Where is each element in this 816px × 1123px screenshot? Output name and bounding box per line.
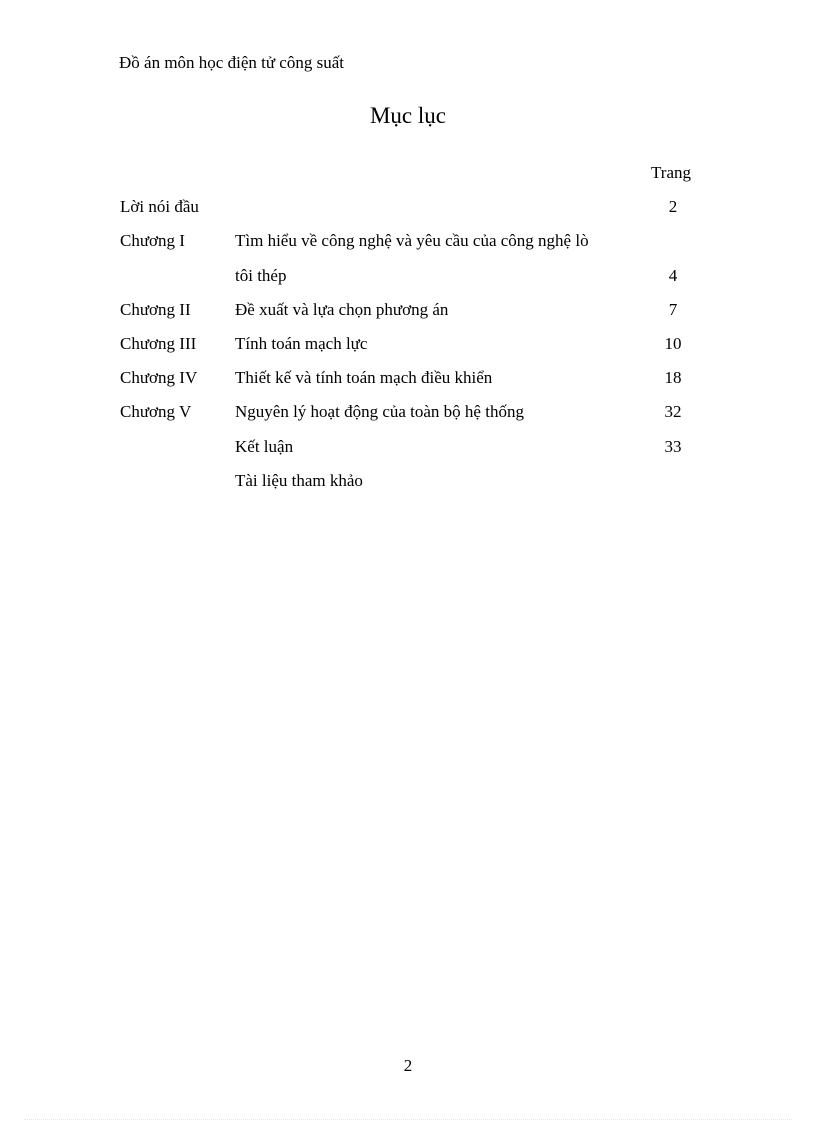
page-title: Mục lục [369,103,446,128]
toc-chapter: Lời nói đầu [120,197,199,216]
page-column-label: Trang [651,163,691,182]
toc-chapter: Chương V [120,402,192,421]
document-header: Đồ án môn học điện tử công suất [119,53,344,72]
toc-page: 33 [664,437,682,456]
toc-page: 32 [664,402,682,421]
toc-title: tôi thép [235,266,287,285]
toc-title: Tính toán mạch lực [235,334,368,353]
toc-page: 2 [668,197,678,216]
toc-chapter: Chương IV [120,368,198,387]
toc-chapter: Chương III [120,334,197,353]
toc-row [0,266,816,300]
toc-title: Tài liệu tham khảo [235,471,363,490]
page-bottom-rule [24,1119,792,1120]
toc-row [0,368,816,402]
toc-row [0,300,816,334]
toc-row [0,231,816,265]
toc-page: 7 [668,300,678,319]
toc-row [0,402,816,436]
toc-title: Tìm hiểu về công nghệ và yêu cầu của công nghệ lò [235,231,589,250]
toc-row [0,437,816,471]
toc-title: Thiết kế và tính toán mạch điều khiển [235,368,493,387]
toc-chapter: Chương I [120,231,185,250]
toc-title: Đề xuất và lựa chọn phương án [235,300,449,319]
toc-page: 4 [668,266,678,285]
toc-row [0,334,816,368]
toc-page: 10 [664,334,682,353]
toc-title: Nguyên lý hoạt động của toàn bộ hệ thống [235,402,524,421]
toc-title: Kết luận [235,437,294,456]
toc-row [0,197,816,231]
toc-row [0,471,816,505]
toc-chapter: Chương II [120,300,191,319]
page-number: 2 [403,1056,413,1075]
toc-page: 18 [664,368,682,387]
